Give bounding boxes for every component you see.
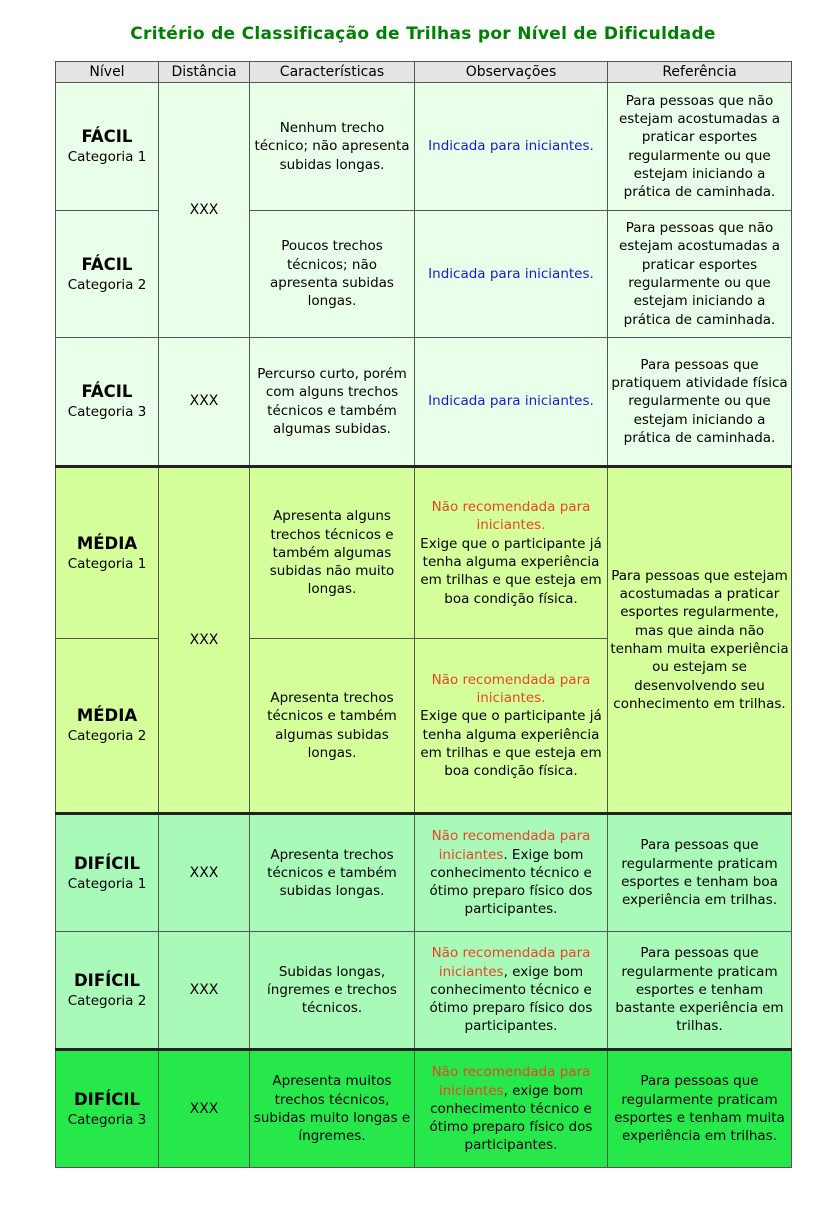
- level-cell: [56, 814, 159, 932]
- level-cell: [56, 83, 159, 211]
- observation-cell: [415, 639, 608, 814]
- header-observacoes: Observações: [415, 62, 608, 83]
- header-row: [56, 62, 792, 83]
- reference-cell: Para pessoas que estejam acostumadas a praticar esportes regularmente, mas que ainda não tenham muita experiência ou estejam se desenvolvendo seu conhecimento em trilhas.: [608, 467, 792, 814]
- distance-cell: XXX: [159, 83, 250, 338]
- observation-text: , exige bom conhecimento técnico e ótimo preparo físico dos participantes.: [429, 1082, 593, 1154]
- observation-cell: Indicada para iniciantes.: [415, 211, 608, 338]
- table-row: [56, 814, 792, 932]
- observation-warning: Não recomendada para iniciantes: [431, 945, 591, 980]
- observation-cell: [415, 467, 608, 639]
- characteristics-cell: Poucos trechos técnicos; não apresenta subidas longas.: [250, 211, 415, 338]
- header-caracteristicas: Características: [250, 62, 415, 83]
- observation-text: Exige que o participante já tenha alguma experiência em trilhas e que esteja em boa condição física.: [420, 535, 602, 607]
- header-distancia: Distância: [159, 62, 250, 83]
- characteristics-cell: Subidas longas, íngremes e trechos técnicos.: [250, 932, 415, 1050]
- level-name: DIFÍCIL: [73, 970, 140, 990]
- characteristics-cell: Percurso curto, porém com alguns trechos técnicos e também algumas subidas.: [250, 338, 415, 467]
- level-cell: [56, 338, 159, 467]
- reference-cell: Para pessoas que regularmente praticam esportes e tenham muita experiência em trilhas.: [608, 1050, 792, 1168]
- observation-text: , exige bom conhecimento técnico e ótimo preparo físico dos participantes.: [429, 963, 593, 1035]
- distance-cell: XXX: [159, 338, 250, 467]
- level-category: Categoria 1: [67, 149, 147, 166]
- table-row: [56, 1050, 792, 1168]
- level-name: MÉDIA: [76, 533, 138, 553]
- level-cell: [56, 639, 159, 814]
- characteristics-cell: Apresenta trechos técnicos e também algumas subidas longas.: [250, 639, 415, 814]
- level-cell: [56, 211, 159, 338]
- distance-cell: XXX: [159, 1050, 250, 1168]
- observation-cell: Indicada para iniciantes.: [415, 83, 608, 211]
- distance-cell: XXX: [159, 814, 250, 932]
- observation-warning: Não recomendada para iniciantes: [431, 828, 591, 863]
- header-referencia: Referência: [608, 62, 792, 83]
- reference-cell: Para pessoas que regularmente praticam esportes e tenham bastante experiência em trilhas.: [608, 932, 792, 1050]
- table-row: [56, 932, 792, 1050]
- level-category: Categoria 2: [67, 992, 147, 1009]
- table-row: [56, 338, 792, 467]
- observation-cell: [415, 932, 608, 1050]
- observation-warning: Não recomendada para iniciantes.: [431, 499, 591, 534]
- level-name: FÁCIL: [81, 254, 133, 274]
- header-nivel: Nível: [56, 62, 159, 83]
- classification-table: [55, 61, 792, 1168]
- characteristics-cell: Apresenta alguns trechos técnicos e também algumas subidas não muito longas.: [250, 467, 415, 639]
- distance-cell: XXX: [159, 467, 250, 814]
- observation-cell: Indicada para iniciantes.: [415, 338, 608, 467]
- level-name: FÁCIL: [81, 382, 133, 402]
- reference-cell: Para pessoas que regularmente praticam esportes e tenham boa experiência em trilhas.: [608, 814, 792, 932]
- distance-cell: XXX: [159, 932, 250, 1050]
- level-category: Categoria 2: [67, 728, 147, 745]
- page-title: Critério de Classificação de Trilhas por Nível de Dificuldade: [130, 24, 716, 44]
- table-row: [56, 467, 792, 639]
- observation-warning: Não recomendada para iniciantes: [431, 1064, 591, 1099]
- reference-cell: Para pessoas que não estejam acostumadas a praticar esportes regularmente ou que estejam iniciando a prática de caminhada.: [608, 83, 792, 211]
- level-name: MÉDIA: [76, 706, 138, 726]
- characteristics-cell: Nenhum trecho técnico; não apresenta subidas longas.: [250, 83, 415, 211]
- level-category: Categoria 1: [67, 875, 147, 892]
- table-row: [56, 83, 792, 211]
- level-category: Categoria 3: [67, 1111, 147, 1128]
- observation-cell: [415, 1050, 608, 1168]
- level-cell: [56, 1050, 159, 1168]
- observation-text: Exige que o participante já tenha alguma experiência em trilhas e que esteja em boa condição física.: [420, 708, 602, 780]
- level-name: DIFÍCIL: [73, 853, 140, 873]
- observation-warning: Não recomendada para iniciantes.: [431, 671, 591, 706]
- level-category: Categoria 1: [67, 555, 147, 572]
- level-name: FÁCIL: [81, 127, 133, 147]
- reference-cell: Para pessoas que não estejam acostumadas a praticar esportes regularmente ou que estejam iniciando a prática de caminhada.: [608, 211, 792, 338]
- level-cell: [56, 932, 159, 1050]
- reference-cell: Para pessoas que pratiquem atividade física regularmente ou que estejam iniciando a prática de caminhada.: [608, 338, 792, 467]
- level-name: DIFÍCIL: [73, 1089, 140, 1109]
- characteristics-cell: Apresenta muitos trechos técnicos, subidas muito longas e íngremes.: [250, 1050, 415, 1168]
- observation-text: . Exige bom conhecimento técnico e ótimo preparo físico dos participantes.: [429, 846, 593, 918]
- level-cell: [56, 467, 159, 639]
- characteristics-cell: Apresenta trechos técnicos e também subidas longas.: [250, 814, 415, 932]
- level-category: Categoria 3: [67, 404, 147, 421]
- level-category: Categoria 2: [67, 276, 147, 293]
- observation-cell: [415, 814, 608, 932]
